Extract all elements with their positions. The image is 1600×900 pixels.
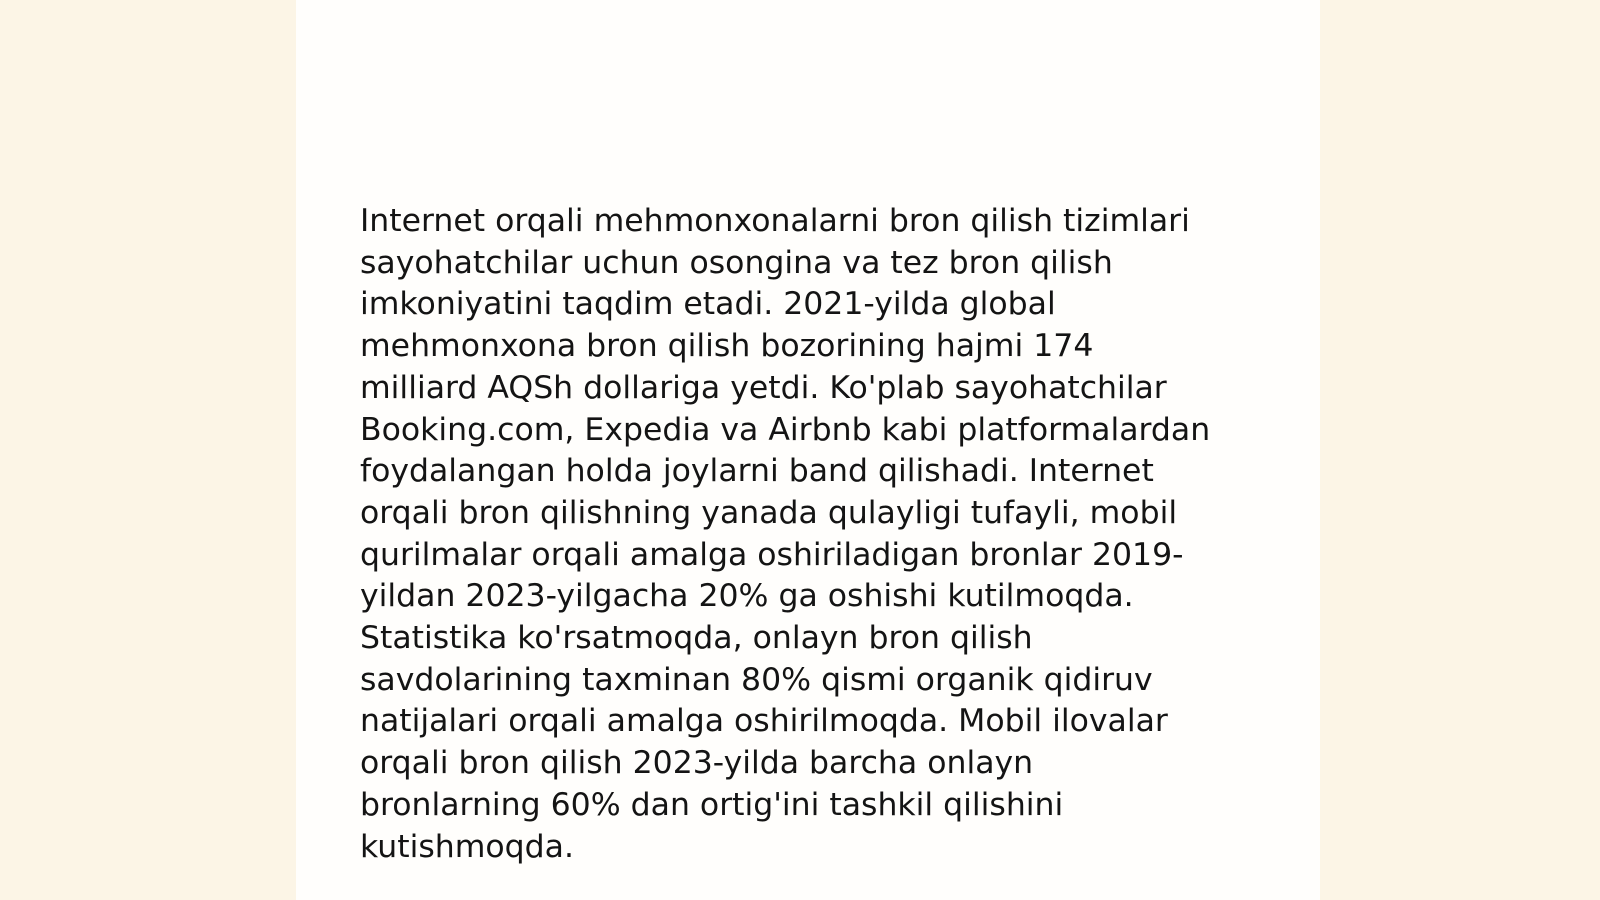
document-page (296, 0, 1320, 900)
article-paragraph: Internet orqali mehmonxonalarni bron qilish tizimlari sayohatchilar uchun osongina va tez bron qilish imkoniyatini taqdim etadi. 2021-yilda global mehmonxona bron qilish bozorining hajmi 174 milliard AQSh dollariga yetdi. Ko'plab sayohatchilar Booking.com, Expedia va Airbnb kabi platformalardan foydalangan holda joylarni band qilishadi. Internet orqali bron qilishning yanada qulayligi tufayli, mobil qurilmalar orqali amalga oshiriladigan bronlar 2019- yildan 2023-yilgacha 20% ga oshishi kutilmoqda. Statistika ko'rsatmoqda, onlayn bron qilish savdolarining taxminan 80% qismi organik qidiruv natijalari orqali amalga oshirilmoqda. Mobil ilovalar orqali bron qilish 2023-yilda barcha onlayn bronlarning 60% dan ortig'ini tashkil qilishini kutishmoqda. (360, 203, 1211, 865)
